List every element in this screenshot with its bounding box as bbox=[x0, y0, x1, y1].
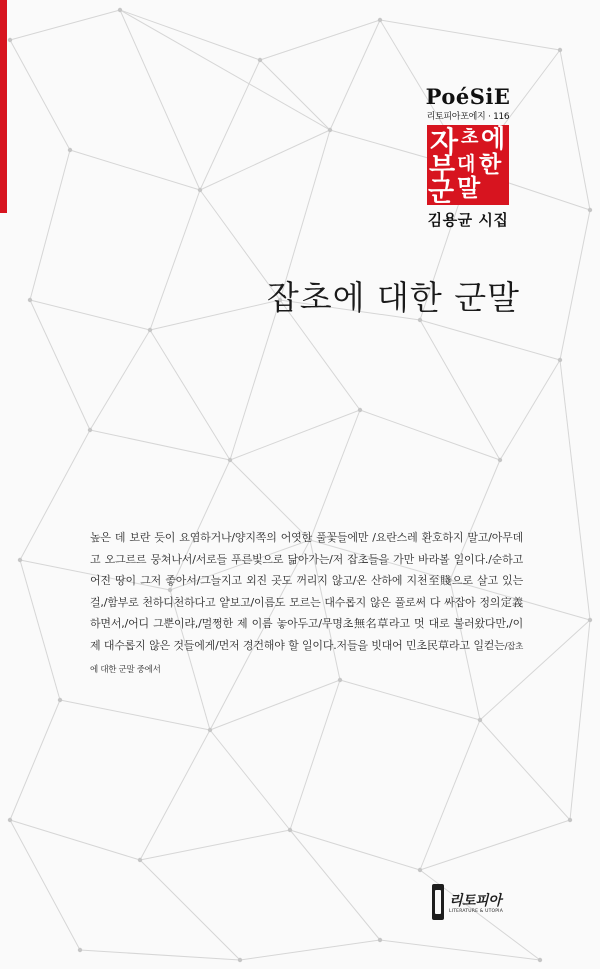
publisher-logo bbox=[432, 884, 518, 920]
network-line bbox=[340, 680, 480, 720]
network-line bbox=[480, 720, 570, 820]
title-logo-char: 초 bbox=[461, 127, 479, 148]
network-line bbox=[290, 830, 380, 940]
network-node bbox=[78, 948, 82, 952]
network-node bbox=[228, 458, 232, 462]
network-node bbox=[358, 408, 362, 412]
network-node bbox=[288, 828, 292, 832]
poem-excerpt-text: 높은 데 보란 듯이 요염하거나/양지쪽의 어엿한 풀꽃들에만 /요란스레 환호하지 말고/아무데고 오그르르 뭉쳐나서/서로들 푸른빛으로 닮아가는/저 잡초들을 가만 바라볼 일이다./순하고 어진 땅이 그저 좋아서/그늘지고 외진 곳도 꺼리지 않고/온 산하에 지천至賤으로 살고 있는 걸,/함부로 천하디천하다고 얕보고/이름도 모르는 대수롭지 않은 풀로써 다 싸잡아 정의定義하면서,/어디 그뿐이랴,/멀쩡한 제 이름 놓아두고/무명초無名草라고 멋 대로 불러왔다만,/이제 대수롭지 않은 것들에게/먼저 경건해야 할 일이다.저들을 빗대어 민초民草라고 일컫는 bbox=[90, 531, 523, 652]
network-line bbox=[80, 950, 240, 960]
network-line bbox=[120, 10, 330, 130]
network-node bbox=[18, 558, 22, 562]
network-line bbox=[140, 830, 290, 860]
network-line bbox=[200, 60, 260, 190]
network-line bbox=[10, 700, 60, 820]
network-line bbox=[150, 190, 200, 330]
title-logo-char: 한 bbox=[479, 152, 502, 178]
network-node bbox=[378, 938, 382, 942]
network-node bbox=[378, 18, 382, 22]
network-node bbox=[198, 188, 202, 192]
series-logo: PoéSiE bbox=[425, 84, 511, 109]
network-line bbox=[420, 820, 570, 870]
network-node bbox=[28, 298, 32, 302]
network-node bbox=[208, 728, 212, 732]
title-logo-char: 대 bbox=[457, 153, 476, 175]
network-line bbox=[240, 940, 380, 960]
network-node bbox=[88, 428, 92, 432]
network-node bbox=[258, 58, 262, 62]
network-line bbox=[90, 330, 150, 430]
title-logo-char: 말 bbox=[457, 174, 481, 202]
network-node bbox=[418, 868, 422, 872]
network-node bbox=[8, 38, 12, 42]
network-node bbox=[568, 818, 572, 822]
network-line bbox=[150, 330, 230, 460]
network-node bbox=[558, 48, 562, 52]
publisher-mark-icon bbox=[432, 884, 444, 920]
network-node bbox=[148, 328, 152, 332]
network-line bbox=[420, 320, 500, 460]
network-line bbox=[10, 820, 140, 860]
network-line bbox=[360, 410, 500, 460]
network-node bbox=[8, 818, 12, 822]
network-line bbox=[560, 210, 590, 360]
network-line bbox=[380, 940, 540, 960]
network-line bbox=[380, 20, 560, 50]
network-line bbox=[260, 20, 380, 60]
network-line bbox=[230, 410, 360, 460]
network-line bbox=[10, 10, 120, 40]
network-line bbox=[210, 680, 340, 730]
network-line bbox=[330, 20, 380, 130]
network-line bbox=[60, 700, 210, 730]
publisher-name: 리토피아 bbox=[449, 893, 502, 909]
network-line bbox=[230, 300, 280, 460]
author-line: 김용균 시집 bbox=[427, 211, 509, 229]
network-line bbox=[500, 360, 560, 460]
network-line bbox=[210, 730, 290, 830]
title-logo-char: 에 bbox=[481, 125, 506, 153]
network-node bbox=[588, 618, 592, 622]
network-line bbox=[560, 360, 590, 620]
network-node bbox=[478, 718, 482, 722]
network-line bbox=[30, 300, 150, 330]
network-line bbox=[90, 430, 230, 460]
network-line bbox=[420, 320, 560, 360]
network-line bbox=[20, 560, 60, 700]
network-line bbox=[120, 10, 260, 60]
network-line bbox=[310, 410, 360, 540]
network-node bbox=[498, 458, 502, 462]
network-node bbox=[138, 858, 142, 862]
network-node bbox=[118, 8, 122, 12]
poem-excerpt bbox=[90, 527, 523, 682]
network-line bbox=[140, 730, 210, 860]
network-line bbox=[150, 300, 280, 330]
network-line bbox=[10, 820, 80, 950]
book-title: 잡초에 대한 군말 bbox=[266, 278, 520, 318]
series-brand-block bbox=[420, 86, 516, 230]
network-line bbox=[290, 680, 340, 830]
network-line bbox=[30, 300, 90, 430]
title-logo-char: 부 bbox=[429, 153, 456, 184]
network-line bbox=[560, 50, 590, 210]
network-line bbox=[30, 150, 70, 300]
title-logo-char: 군 bbox=[428, 177, 455, 205]
network-line bbox=[570, 620, 590, 820]
network-line bbox=[70, 150, 200, 190]
network-node bbox=[558, 358, 562, 362]
network-line bbox=[260, 60, 330, 130]
network-line bbox=[200, 130, 330, 190]
excerpt-source: /잡초에 대한 군말 중에서 bbox=[90, 641, 523, 675]
network-node bbox=[328, 128, 332, 132]
network-line bbox=[140, 860, 240, 960]
network-node bbox=[538, 958, 542, 962]
publisher-name-en: LITERATURE & UTOPIA bbox=[449, 909, 503, 914]
title-logo-block bbox=[427, 125, 509, 205]
network-node bbox=[588, 208, 592, 212]
network-node bbox=[58, 698, 62, 702]
series-number: 리토피아포에지 · 116 bbox=[426, 112, 510, 122]
network-line bbox=[290, 830, 420, 870]
network-line bbox=[420, 720, 480, 870]
title-logo-char: 자 bbox=[430, 125, 459, 159]
red-accent-stripe bbox=[0, 0, 7, 213]
network-line bbox=[20, 430, 90, 560]
network-node bbox=[68, 148, 72, 152]
network-line bbox=[10, 40, 70, 150]
network-node bbox=[238, 958, 242, 962]
network-line bbox=[120, 10, 200, 190]
